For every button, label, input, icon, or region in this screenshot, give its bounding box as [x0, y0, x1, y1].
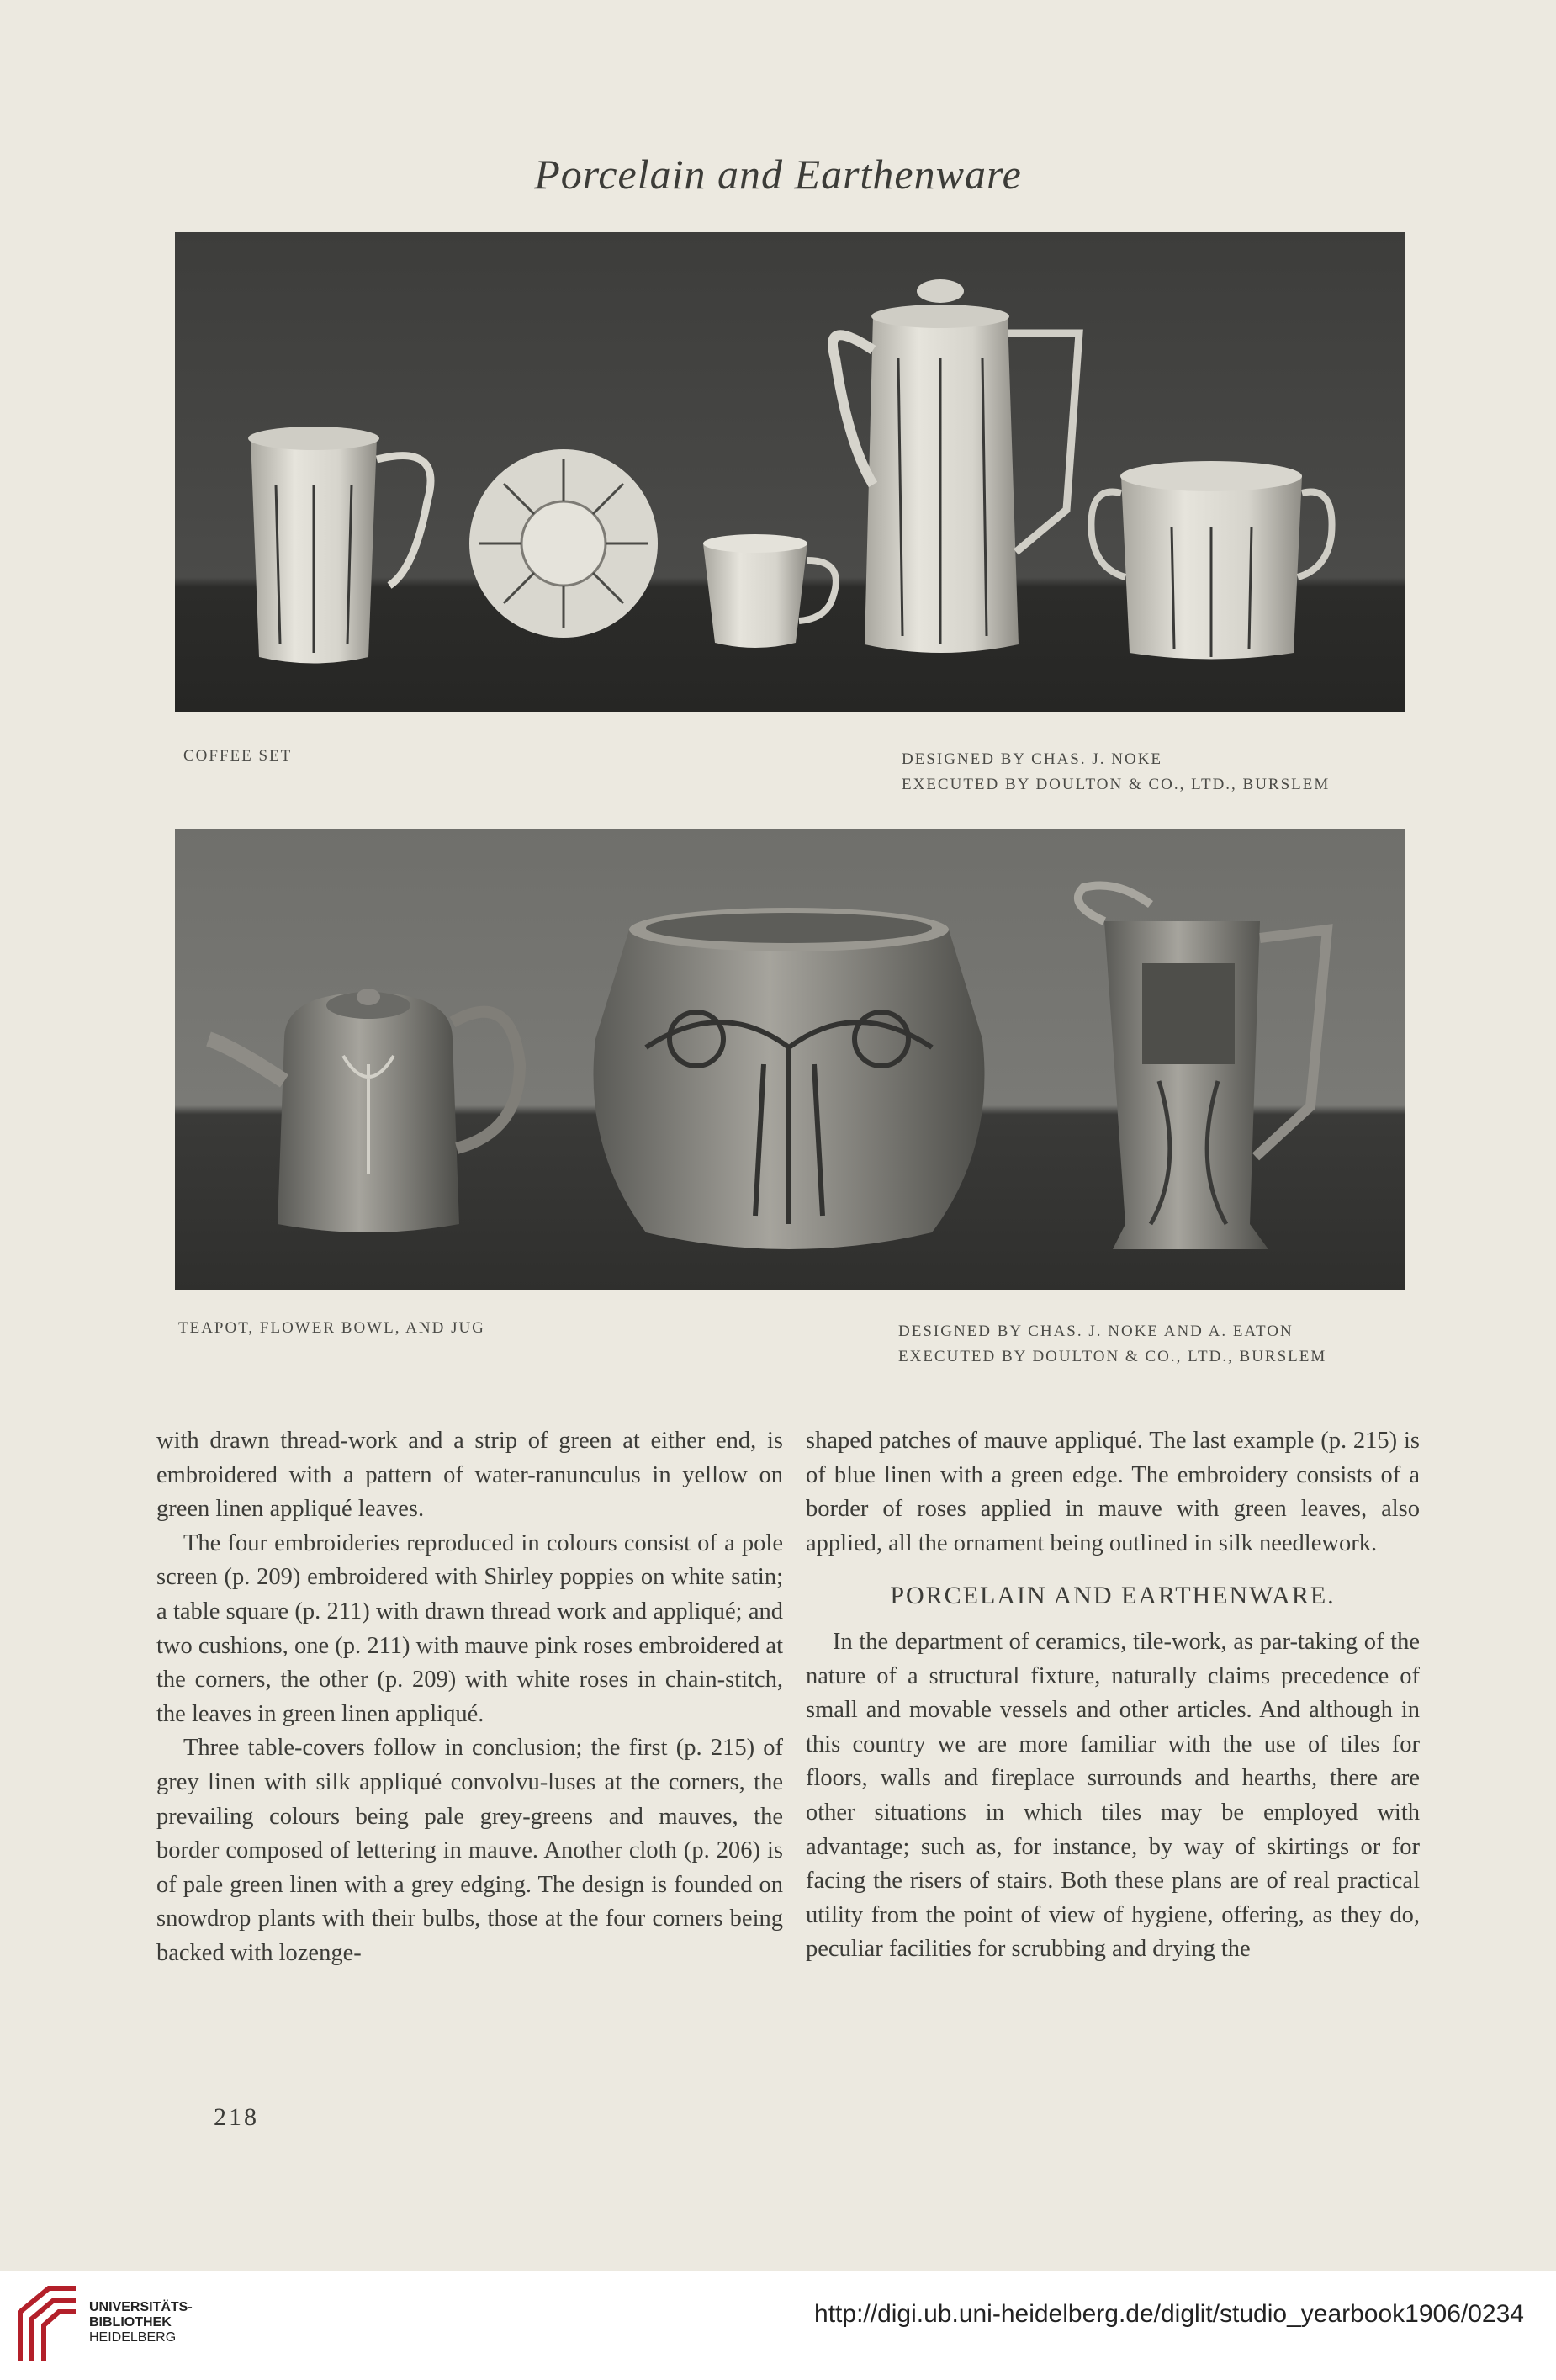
plate1-maker-credit: EXECUTED BY DOULTON & CO., LTD., BURSLEM	[902, 776, 1331, 793]
library-name-line-3: HEIDELBERG	[89, 2330, 177, 2345]
digitization-footer	[0, 2271, 1556, 2380]
right-paragraph-1: shaped patches of mauve appliqué. The last example (p. 215) is of blue linen with a green edge. The embroidery consists of a border of roses applied in mauve with green leaves, also applied, all the ornament being outlined in silk needlework.	[806, 1428, 1420, 1556]
left-paragraph-1: with drawn thread-work and a strip of green at either end, is embroidered with a pattern of water-ranunculus in yellow on green linen appliqué leaves.	[156, 1428, 783, 1523]
running-title: Porcelain and Earthenware	[534, 151, 1022, 198]
source-url-link[interactable]: http://digi.ub.uni-heidelberg.de/diglit/studio_yearbook1906/0234	[814, 2300, 1524, 2328]
page-number: 218	[214, 2103, 259, 2131]
library-name-line-2: BIBLIOTHEK	[89, 2315, 172, 2330]
library-name	[89, 2300, 193, 2346]
plate2-caption-credits	[898, 1319, 1326, 1370]
right-paragraph-2: In the department of ceramics, tile-work, as par-taking of the nature of a structural fixture, naturally claims precedence of small and movable vessels and other articles. And although in this country we are more familiar with the use of tiles for floors, walls and fireplace surrounds and hearths, there are other situations in which tiles may be employed with advantage; such as, for instance, by way of skirtings or for facing the risers of stairs. Both these plans are of real practical utility from the point of view of hygiene, offering, as they do, peculiar facilities for scrubbing and drying the	[806, 1628, 1420, 1963]
section-heading: PORCELAIN AND EARTHENWARE.	[890, 1582, 1336, 1610]
plate1-caption-title: COFFEE SET	[183, 747, 293, 765]
left-text-column	[156, 1424, 783, 1971]
right-text-column	[806, 1424, 1420, 1967]
plate2-maker-credit: EXECUTED BY DOULTON & CO., LTD., BURSLEM	[898, 1348, 1327, 1365]
university-library-logo-icon	[15, 2283, 81, 2364]
left-paragraph-3: Three table-covers follow in conclusion; the first (p. 215) of grey linen with silk appliqué convolvu-luses at the corners, the prevailing colours being pale grey-greens and mauves, the border composed of lettering in mauve. Another cloth (p. 206) is of pale green linen with a grey edging. The design is founded on snowdrop plants with their bulbs, those at the four corners being backed with lozenge-	[156, 1735, 783, 1966]
plate1-designer-credit: DESIGNED BY CHAS. J. NOKE	[902, 750, 1163, 768]
plate2-caption-title: TEAPOT, FLOWER BOWL, AND JUG	[178, 1319, 485, 1337]
left-paragraph-2: The four embroideries reproduced in colours consist of a pole screen (p. 209) embroidered with Shirley poppies on white satin; a table square (p. 211) with drawn thread work and appliqué; and two cushions, one (p. 211) with mauve pink roses embroidered at the corners, the other (p. 209) with white roses in chain-stitch, the leaves in green linen appliqué.	[156, 1529, 783, 1727]
plate1-caption-credits	[902, 747, 1330, 798]
teapot-bowl-jug-photograph	[175, 829, 1405, 1290]
library-name-line-1: UNIVERSITÄTS-	[89, 2300, 193, 2314]
plate2-designer-credit: DESIGNED BY CHAS. J. NOKE AND A. EATON	[898, 1323, 1294, 1340]
coffee-set-photograph	[175, 232, 1405, 712]
